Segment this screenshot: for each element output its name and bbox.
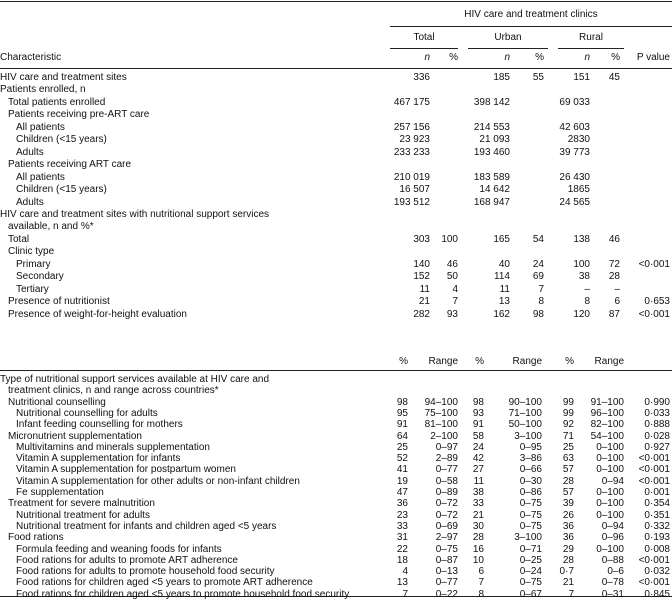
p-value-cell: 0·888	[644, 419, 670, 430]
urban-range-cell: 3–100	[514, 431, 542, 442]
urban-pct-cell: 8	[478, 589, 484, 600]
total-n-cell: 11	[419, 284, 430, 295]
rural-n-cell: 100	[573, 259, 590, 270]
total-range-cell: 0–77	[435, 577, 458, 588]
total-pct-cell: 31	[396, 532, 408, 543]
urban-pct-cell: 28	[472, 532, 484, 543]
rural-range-cell: 0–100	[596, 510, 624, 521]
rural-pct-cell: 29	[562, 544, 574, 555]
header2-total-pct: %	[399, 356, 408, 367]
p-value-cell: <0·001	[638, 309, 670, 320]
total-pct-cell: 4	[452, 284, 458, 295]
header-urban: Urban	[494, 32, 522, 43]
urban-pct-cell: 21	[472, 510, 484, 521]
urban-range-cell: 0–30	[519, 476, 542, 487]
urban-pct-cell: 16	[472, 544, 484, 555]
urban-pct-cell: 24	[532, 259, 544, 270]
rural-range-cell: 54–100	[590, 431, 624, 442]
urban-pct-cell: 10	[472, 555, 484, 566]
urban-range-cell: 0–75	[519, 498, 542, 509]
total-n-cell: 257 156	[393, 122, 430, 133]
total-pct-cell: 25	[396, 442, 408, 453]
header-characteristic: Characteristic	[0, 52, 62, 63]
row-label: HIV care and treatment sites with nutritional support services	[0, 209, 270, 220]
service-label: Multivitamins and minerals supplementation	[16, 442, 210, 453]
section2-rule	[0, 370, 672, 371]
total-pct-cell: 50	[446, 271, 458, 282]
top-rule	[0, 1, 672, 2]
p-value-cell: 0·845	[644, 589, 670, 600]
total-pct-cell: 33	[396, 521, 408, 532]
service-label: Treatment for severe malnutrition	[8, 498, 155, 509]
urban-pct-cell: 27	[472, 464, 484, 475]
service-label: Food rations for adults to promote ART adherence	[16, 555, 238, 566]
row-label: Clinic type	[8, 246, 55, 257]
total-n-cell: 282	[413, 309, 430, 320]
header-total-pct: %	[449, 52, 458, 63]
service-label: Nutritional treatment for infants and children aged <5 years	[16, 521, 277, 532]
row-label: Primary	[16, 259, 51, 270]
row-label: Patients receiving pre-ART care	[8, 109, 150, 120]
urban-n-cell: 11	[499, 284, 510, 295]
rural-n-cell: 24 565	[559, 197, 590, 208]
row-label: Presence of nutritionist	[8, 296, 110, 307]
p-value-cell: 0·032	[644, 566, 670, 577]
urban-pct-cell: 33	[472, 498, 484, 509]
urban-range-cell: 90–100	[508, 397, 542, 408]
service-label: Vitamin A supplementation for other adults or non-infant children	[16, 476, 300, 487]
urban-range-cell: 0–66	[519, 464, 542, 475]
rural-range-cell: 96–100	[590, 408, 624, 419]
row-label: available, n and %*	[8, 221, 94, 232]
total-pct-cell: 22	[396, 544, 408, 555]
rural-range-cell: 0–94	[601, 476, 624, 487]
service-label: Nutritional counselling	[8, 397, 106, 408]
urban-pct-cell: 93	[472, 408, 484, 419]
total-range-cell: 75–100	[424, 408, 458, 419]
p-value-cell: 0·033	[644, 408, 670, 419]
rural-pct-cell: 21	[562, 577, 574, 588]
total-range-cell: 0–77	[435, 464, 458, 475]
header-total-n: n	[424, 52, 430, 63]
urban-n-cell: 185	[493, 72, 510, 83]
p-value-cell: 0·028	[644, 431, 670, 442]
urban-range-cell: 0–86	[519, 487, 542, 498]
p-value-cell: 0·001	[644, 487, 670, 498]
total-range-cell: 0–58	[435, 476, 458, 487]
header2-urban-range: Range	[512, 356, 542, 367]
header-group-label: HIV care and treatment clinics	[464, 9, 598, 20]
urban-pct-cell: 58	[472, 431, 484, 442]
rural-n-cell: –	[584, 284, 590, 295]
p-value-cell: 0·332	[644, 521, 670, 532]
rural-range-cell: 0–100	[596, 442, 624, 453]
service-label: Micronutrient supplementation	[8, 431, 142, 442]
total-n-cell: 193 512	[393, 197, 430, 208]
total-range-cell: 0–97	[435, 442, 458, 453]
urban-pct-cell: 54	[532, 234, 544, 245]
rural-range-cell: 0–31	[601, 589, 624, 600]
rural-pct-cell: 6	[614, 296, 620, 307]
total-range-cell: 0–75	[435, 544, 458, 555]
row-label: Children (<15 years)	[16, 184, 107, 195]
urban-pct-cell: 98	[532, 309, 544, 320]
rural-n-cell: 138	[573, 234, 590, 245]
row-label: Patients receiving ART care	[8, 159, 132, 170]
urban-range-cell: 0–25	[519, 555, 542, 566]
header2-total-range: Range	[428, 356, 458, 367]
urban-pct-cell: 38	[472, 487, 484, 498]
total-pct-cell: 36	[396, 498, 408, 509]
row-label: Adults	[16, 197, 44, 208]
urban-underline	[468, 48, 548, 49]
total-n-cell: 21	[418, 296, 430, 307]
total-range-cell: 0–72	[435, 510, 458, 521]
rural-pct-cell: 39	[562, 498, 574, 509]
rural-pct-cell: 99	[562, 408, 574, 419]
urban-n-cell: 114	[494, 271, 510, 282]
total-pct-cell: 7	[402, 589, 408, 600]
total-pct-cell: 93	[446, 309, 458, 320]
urban-pct-cell: 30	[472, 521, 484, 532]
total-n-cell: 23 923	[399, 134, 430, 145]
urban-n-cell: 40	[498, 259, 510, 270]
total-n-cell: 16 507	[399, 184, 430, 195]
row-label: Presence of weight-for-height evaluation	[8, 309, 187, 320]
service-label: Type of nutritional support services available at HIV care and	[0, 374, 270, 385]
urban-pct-cell: 42	[472, 453, 484, 464]
urban-range-cell: 0–95	[519, 442, 542, 453]
p-value-cell: <0·001	[638, 259, 670, 270]
total-n-cell: 140	[413, 259, 430, 270]
rural-range-cell: 0–100	[596, 453, 624, 464]
service-label: Formula feeding and weaning foods for infants	[16, 544, 222, 555]
rural-range-cell: 0–94	[601, 521, 624, 532]
header2-rural-pct: %	[565, 356, 574, 367]
rural-range-cell: 91–100	[590, 397, 624, 408]
total-range-cell: 0–69	[435, 521, 458, 532]
rural-n-cell: 39 773	[559, 147, 590, 158]
service-label: Food rations for children aged <5 years to promote ART adherence	[16, 577, 313, 588]
urban-pct-cell: 69	[532, 271, 544, 282]
total-underline	[390, 48, 458, 49]
group-underline	[390, 26, 672, 27]
rural-n-cell: 120	[573, 309, 590, 320]
total-range-cell: 81–100	[424, 419, 458, 430]
urban-n-cell: 165	[493, 234, 510, 245]
p-value-cell: 0·008	[644, 544, 670, 555]
total-n-cell: 336	[413, 72, 430, 83]
rural-range-cell: 0–96	[601, 532, 624, 543]
p-value-cell: <0·001	[638, 555, 670, 566]
urban-n-cell: 13	[498, 296, 510, 307]
urban-range-cell: 0–71	[519, 544, 542, 555]
rural-range-cell: 0–78	[601, 577, 624, 588]
total-range-cell: 2–97	[435, 532, 458, 543]
total-range-cell: 2–89	[435, 453, 458, 464]
service-label: Food rations	[8, 532, 64, 543]
rural-pct-cell: 72	[608, 259, 620, 270]
row-label: HIV care and treatment sites	[0, 72, 127, 83]
urban-pct-cell: 8	[538, 296, 544, 307]
total-pct-cell: 7	[452, 296, 458, 307]
total-pct-cell: 100	[441, 234, 458, 245]
header-total: Total	[413, 32, 435, 43]
rural-n-cell: 151	[573, 72, 590, 83]
total-pct-cell: 95	[396, 408, 408, 419]
total-n-cell: 210 019	[393, 172, 430, 183]
total-pct-cell: 91	[396, 419, 408, 430]
p-value-cell: <0·001	[638, 577, 670, 588]
p-value-cell: 0·653	[644, 296, 670, 307]
service-label: Food rations for children aged <5 years to promote household food security	[16, 589, 350, 600]
total-n-cell: 152	[413, 271, 430, 282]
service-label: Infant feeding counselling for mothers	[16, 419, 183, 430]
row-label: All patients	[16, 122, 65, 133]
total-range-cell: 2–100	[430, 431, 458, 442]
total-range-cell: 94–100	[424, 397, 458, 408]
rural-pct-cell: 28	[562, 555, 574, 566]
total-range-cell: 0–22	[435, 589, 458, 600]
header-urban-n: n	[504, 52, 510, 63]
urban-pct-cell: 6	[478, 566, 484, 577]
total-pct-cell: 46	[446, 259, 458, 270]
urban-range-cell: 3–100	[514, 532, 542, 543]
urban-n-cell: 398 142	[473, 97, 510, 108]
urban-n-cell: 193 460	[473, 147, 510, 158]
row-label: Total patients enrolled	[8, 97, 106, 108]
urban-n-cell: 21 093	[479, 134, 510, 145]
total-pct-cell: 41	[396, 464, 408, 475]
rural-pct-cell: –	[614, 284, 620, 295]
rural-n-cell: 69 033	[559, 97, 590, 108]
p-value-cell: 0·354	[644, 498, 670, 509]
total-range-cell: 0–13	[435, 566, 458, 577]
p-value-cell: 0·351	[644, 510, 670, 521]
header2-rural-range: Range	[594, 356, 624, 367]
rural-pct-cell: 87	[608, 309, 620, 320]
total-n-cell: 233 233	[393, 147, 430, 158]
urban-range-cell: 0–67	[519, 589, 542, 600]
rural-pct-cell: 36	[562, 532, 574, 543]
service-label: Vitamin A supplementation for postpartum women	[16, 464, 236, 475]
service-label: Vitamin A supplementation for infants	[16, 453, 181, 464]
rural-pct-cell: 99	[562, 397, 574, 408]
urban-pct-cell: 24	[472, 442, 484, 453]
urban-pct-cell: 55	[532, 72, 544, 83]
p-value-cell: 0·193	[644, 532, 670, 543]
total-pct-cell: 19	[396, 476, 408, 487]
total-pct-cell: 98	[396, 397, 408, 408]
urban-range-cell: 3–86	[519, 453, 542, 464]
rural-pct-cell: 7	[568, 589, 574, 600]
header-rural-n: n	[584, 52, 590, 63]
total-n-cell: 467 175	[393, 97, 430, 108]
p-value-cell: <0·001	[638, 453, 670, 464]
row-label: Total	[8, 234, 30, 245]
total-pct-cell: 13	[396, 577, 408, 588]
urban-n-cell: 14 642	[479, 184, 510, 195]
rural-n-cell: 38	[578, 271, 590, 282]
header-urban-pct: %	[535, 52, 544, 63]
rural-pct-cell: 0·7	[559, 566, 574, 577]
rural-pct-cell: 36	[562, 521, 574, 532]
rural-pct-cell: 26	[562, 510, 574, 521]
header-p-value: P value	[636, 52, 670, 63]
header2-urban-pct: %	[475, 356, 484, 367]
urban-n-cell: 162	[493, 309, 510, 320]
rural-n-cell: 1865	[567, 184, 590, 195]
rural-pct-cell: 57	[562, 464, 574, 475]
total-range-cell: 0–89	[435, 487, 458, 498]
rural-pct-cell: 71	[562, 431, 574, 442]
rural-range-cell: 0–100	[596, 464, 624, 475]
urban-pct-cell: 98	[472, 397, 484, 408]
total-range-cell: 0–87	[435, 555, 458, 566]
total-pct-cell: 64	[396, 431, 408, 442]
p-value-cell: 0·927	[644, 442, 670, 453]
rural-n-cell: 8	[584, 296, 590, 307]
rural-underline	[558, 48, 624, 49]
p-value-cell: <0·001	[638, 476, 670, 487]
urban-pct-cell: 11	[473, 476, 484, 487]
rural-pct-cell: 28	[608, 271, 620, 282]
service-label: Nutritional treatment for adults	[16, 510, 150, 521]
row-label: Patients enrolled, n	[0, 84, 86, 95]
urban-n-cell: 214 553	[473, 122, 510, 133]
total-pct-cell: 18	[396, 555, 408, 566]
rural-pct-cell: 25	[562, 442, 574, 453]
service-label: Fe supplementation	[16, 487, 104, 498]
header-bottom-rule	[0, 68, 672, 69]
urban-range-cell: 0–75	[519, 577, 542, 588]
urban-n-cell: 168 947	[473, 197, 510, 208]
rural-n-cell: 42 603	[559, 122, 590, 133]
header-rural-pct: %	[611, 52, 620, 63]
urban-pct-cell: 91	[472, 419, 484, 430]
urban-range-cell: 0–75	[519, 521, 542, 532]
total-pct-cell: 23	[396, 510, 408, 521]
urban-n-cell: 183 589	[473, 172, 510, 183]
p-value-cell: 0·990	[644, 397, 670, 408]
rural-pct-cell: 45	[608, 72, 620, 83]
rural-pct-cell: 46	[608, 234, 620, 245]
rural-range-cell: 0–100	[596, 498, 624, 509]
row-label: Tertiary	[16, 284, 49, 295]
service-label: Nutritional counselling for adults	[16, 408, 158, 419]
total-pct-cell: 52	[396, 453, 408, 464]
urban-range-cell: 50–100	[508, 419, 542, 430]
total-pct-cell: 47	[396, 487, 408, 498]
service-label: treatment clinics, n and range across countries*	[8, 385, 219, 396]
total-pct-cell: 4	[402, 566, 408, 577]
total-range-cell: 0–72	[435, 498, 458, 509]
row-label: Secondary	[16, 271, 64, 282]
row-label: Children (<15 years)	[16, 134, 107, 145]
rural-range-cell: 0–100	[596, 544, 624, 555]
p-value-cell: <0·001	[638, 464, 670, 475]
rural-pct-cell: 57	[562, 487, 574, 498]
urban-range-cell: 71–100	[508, 408, 542, 419]
rural-range-cell: 82–100	[590, 419, 624, 430]
urban-pct-cell: 7	[538, 284, 544, 295]
service-label: Food rations for adults to promote household food security	[16, 566, 275, 577]
urban-range-cell: 0–24	[519, 566, 542, 577]
rural-pct-cell: 63	[562, 453, 574, 464]
row-label: Adults	[16, 147, 44, 158]
urban-pct-cell: 7	[478, 577, 484, 588]
rural-pct-cell: 28	[562, 476, 574, 487]
rural-pct-cell: 92	[562, 419, 574, 430]
row-label: All patients	[16, 172, 65, 183]
total-n-cell: 303	[413, 234, 430, 245]
rural-range-cell: 0–100	[596, 487, 624, 498]
rural-range-cell: 0–6	[607, 566, 624, 577]
rural-n-cell: 2830	[567, 134, 590, 145]
urban-range-cell: 0–75	[519, 510, 542, 521]
rural-range-cell: 0–88	[601, 555, 624, 566]
rural-n-cell: 26 430	[559, 172, 590, 183]
header-rural: Rural	[579, 32, 603, 43]
